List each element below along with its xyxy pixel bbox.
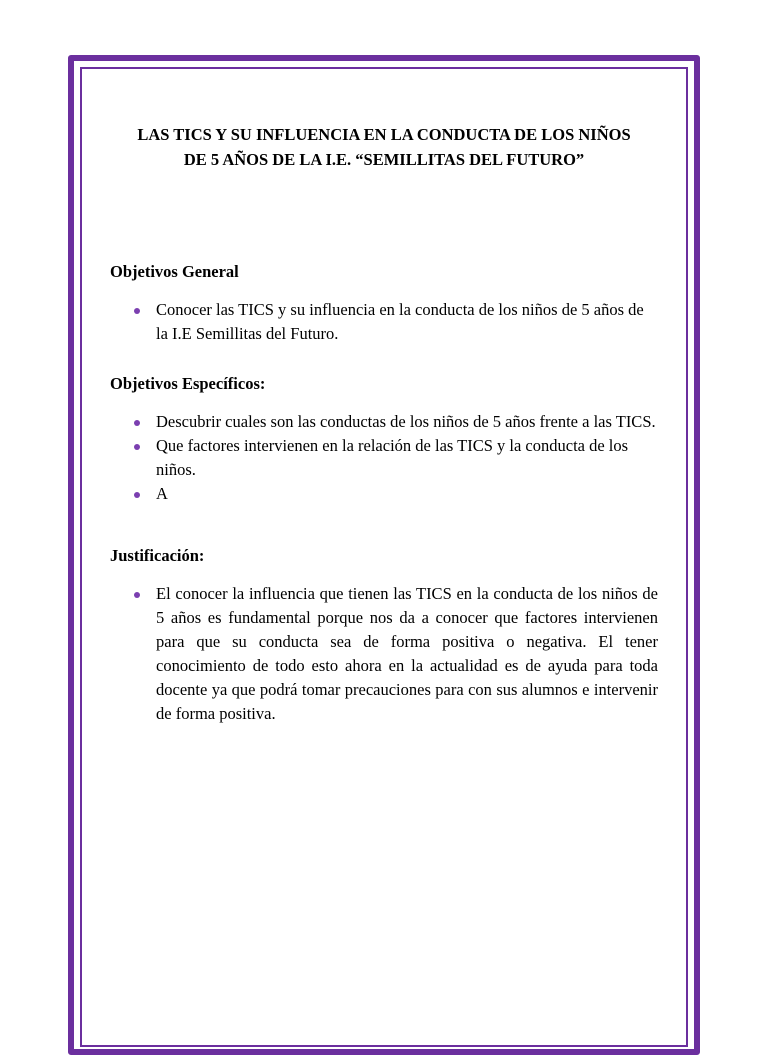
list-justificacion [110,582,658,726]
bullet-icon [134,444,140,450]
list-item [110,482,658,506]
list-item [110,582,658,726]
document-title [110,122,658,172]
heading-justificacion: Justificación: [110,546,205,565]
heading-objetivos-especificos: Objetivos Específicos: [110,374,266,393]
bullet-icon [134,308,140,314]
list-item-text: El conocer la influencia que tienen las TICS en la conducta de los niños de 5 años es fundamental porque nos da a conocer que factores intervienen para que su conducta sea de forma positiva o negativa. El tener conocimiento de todo esto ahora en la actualidad es de ayuda para toda docente ya que podrá tomar precauciones para con sus alumnos e intervenir de forma positiva. [156,584,658,723]
list-item [110,434,658,482]
list-item [110,410,658,434]
list-objetivos-especificos [110,410,658,506]
list-item-text: Que factores intervienen en la relación de las TICS y la conducta de los niños. [156,436,629,479]
bullet-icon [134,592,140,598]
title-line-2: DE 5 AÑOS DE LA I.E. “SEMILLITAS DEL FUTURO” [183,150,585,169]
list-item [110,298,658,346]
list-item-text: Conocer las TICS y su influencia en la conducta de los niños de 5 años de la I.E Semillitas del Futuro. [156,300,644,343]
bullet-icon [134,420,140,426]
title-line-1: LAS TICS Y SU INFLUENCIA EN LA CONDUCTA DE LOS NIÑOS [137,125,631,144]
list-item-text: Descubrir cuales son las conductas de los niños de 5 años frente a las TICS. [156,412,656,431]
document-content [110,122,658,726]
list-item-text: A [156,484,168,503]
list-objetivos-general [110,298,658,346]
heading-objetivos-general: Objetivos General [110,262,239,281]
bullet-icon [134,492,140,498]
